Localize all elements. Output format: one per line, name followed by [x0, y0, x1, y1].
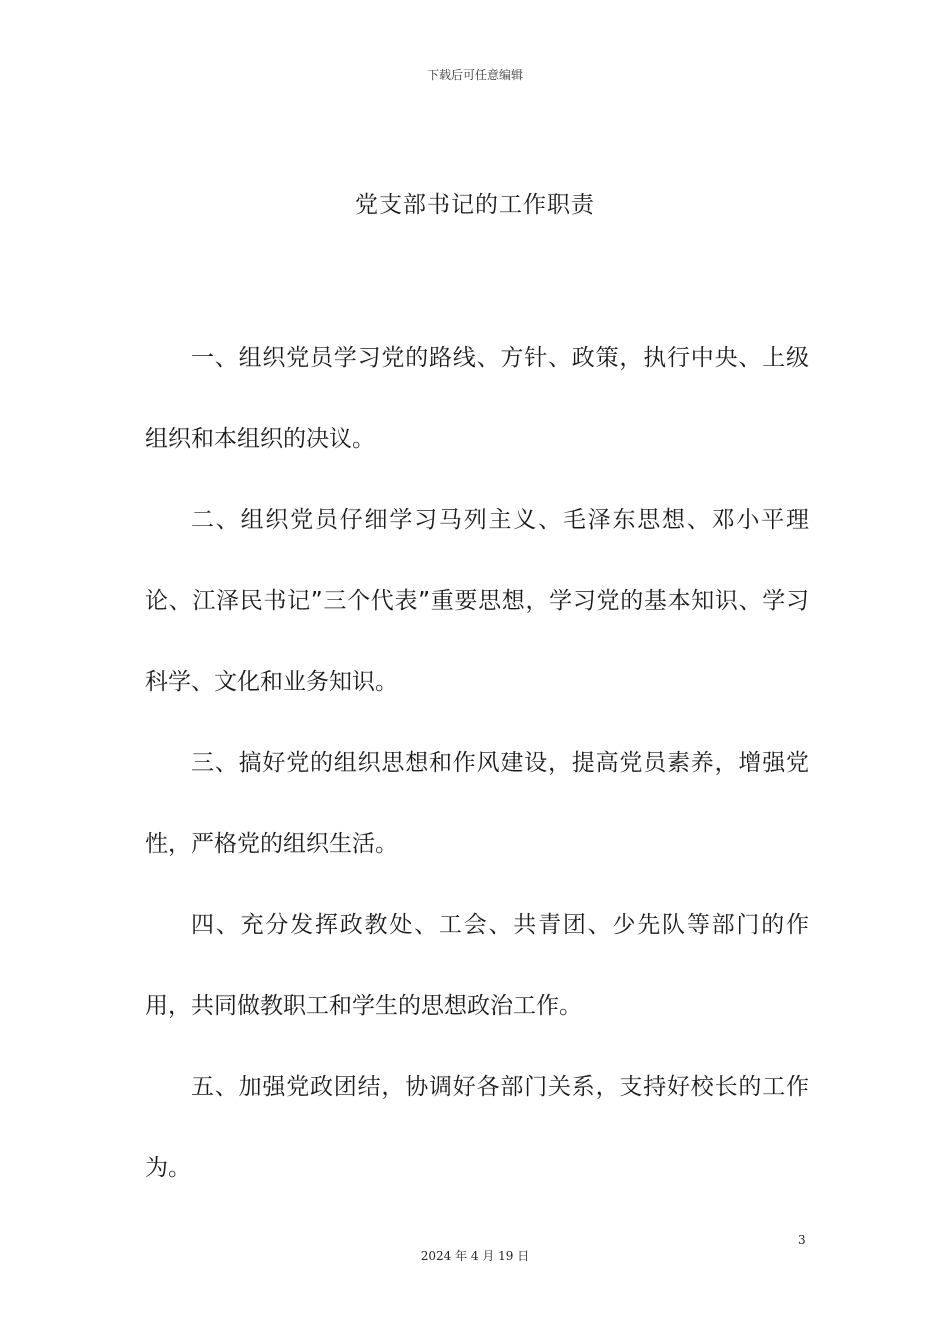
paragraph-1: 一、组织党员学习党的路线、方针、政策，执行中央、上级组织和本组织的决议。 [145, 345, 809, 452]
paragraph-3: 三、搞好党的组织思想和作风建设，提高党员素养，增强党性，严格党的组织生活。 [145, 750, 809, 857]
document-body [145, 318, 809, 1209]
header-note: 下载后可任意编辑 [426, 68, 523, 82]
paragraph-4: 四、充分发挥政教处、工会、共青团、少先队等部门的作用，共同做教职工和学生的思想政治工作。 [145, 912, 809, 1019]
paragraph-5: 五、加强党政团结，协调好各部门关系，支持好校长的工作为。 [145, 1074, 809, 1181]
document-title: 党支部书记的工作职责 [355, 192, 595, 218]
page-number: 3 [798, 1233, 806, 1247]
footer-date: 2024 年 4 月 19 日 [420, 1249, 530, 1263]
paragraph-2: 二、组织党员仔细学习马列主义、毛泽东思想、邓小平理论、江泽民书记”三个代表”重要思想，学习党的基本知识、学习科学、文化和业务知识。 [145, 507, 809, 695]
